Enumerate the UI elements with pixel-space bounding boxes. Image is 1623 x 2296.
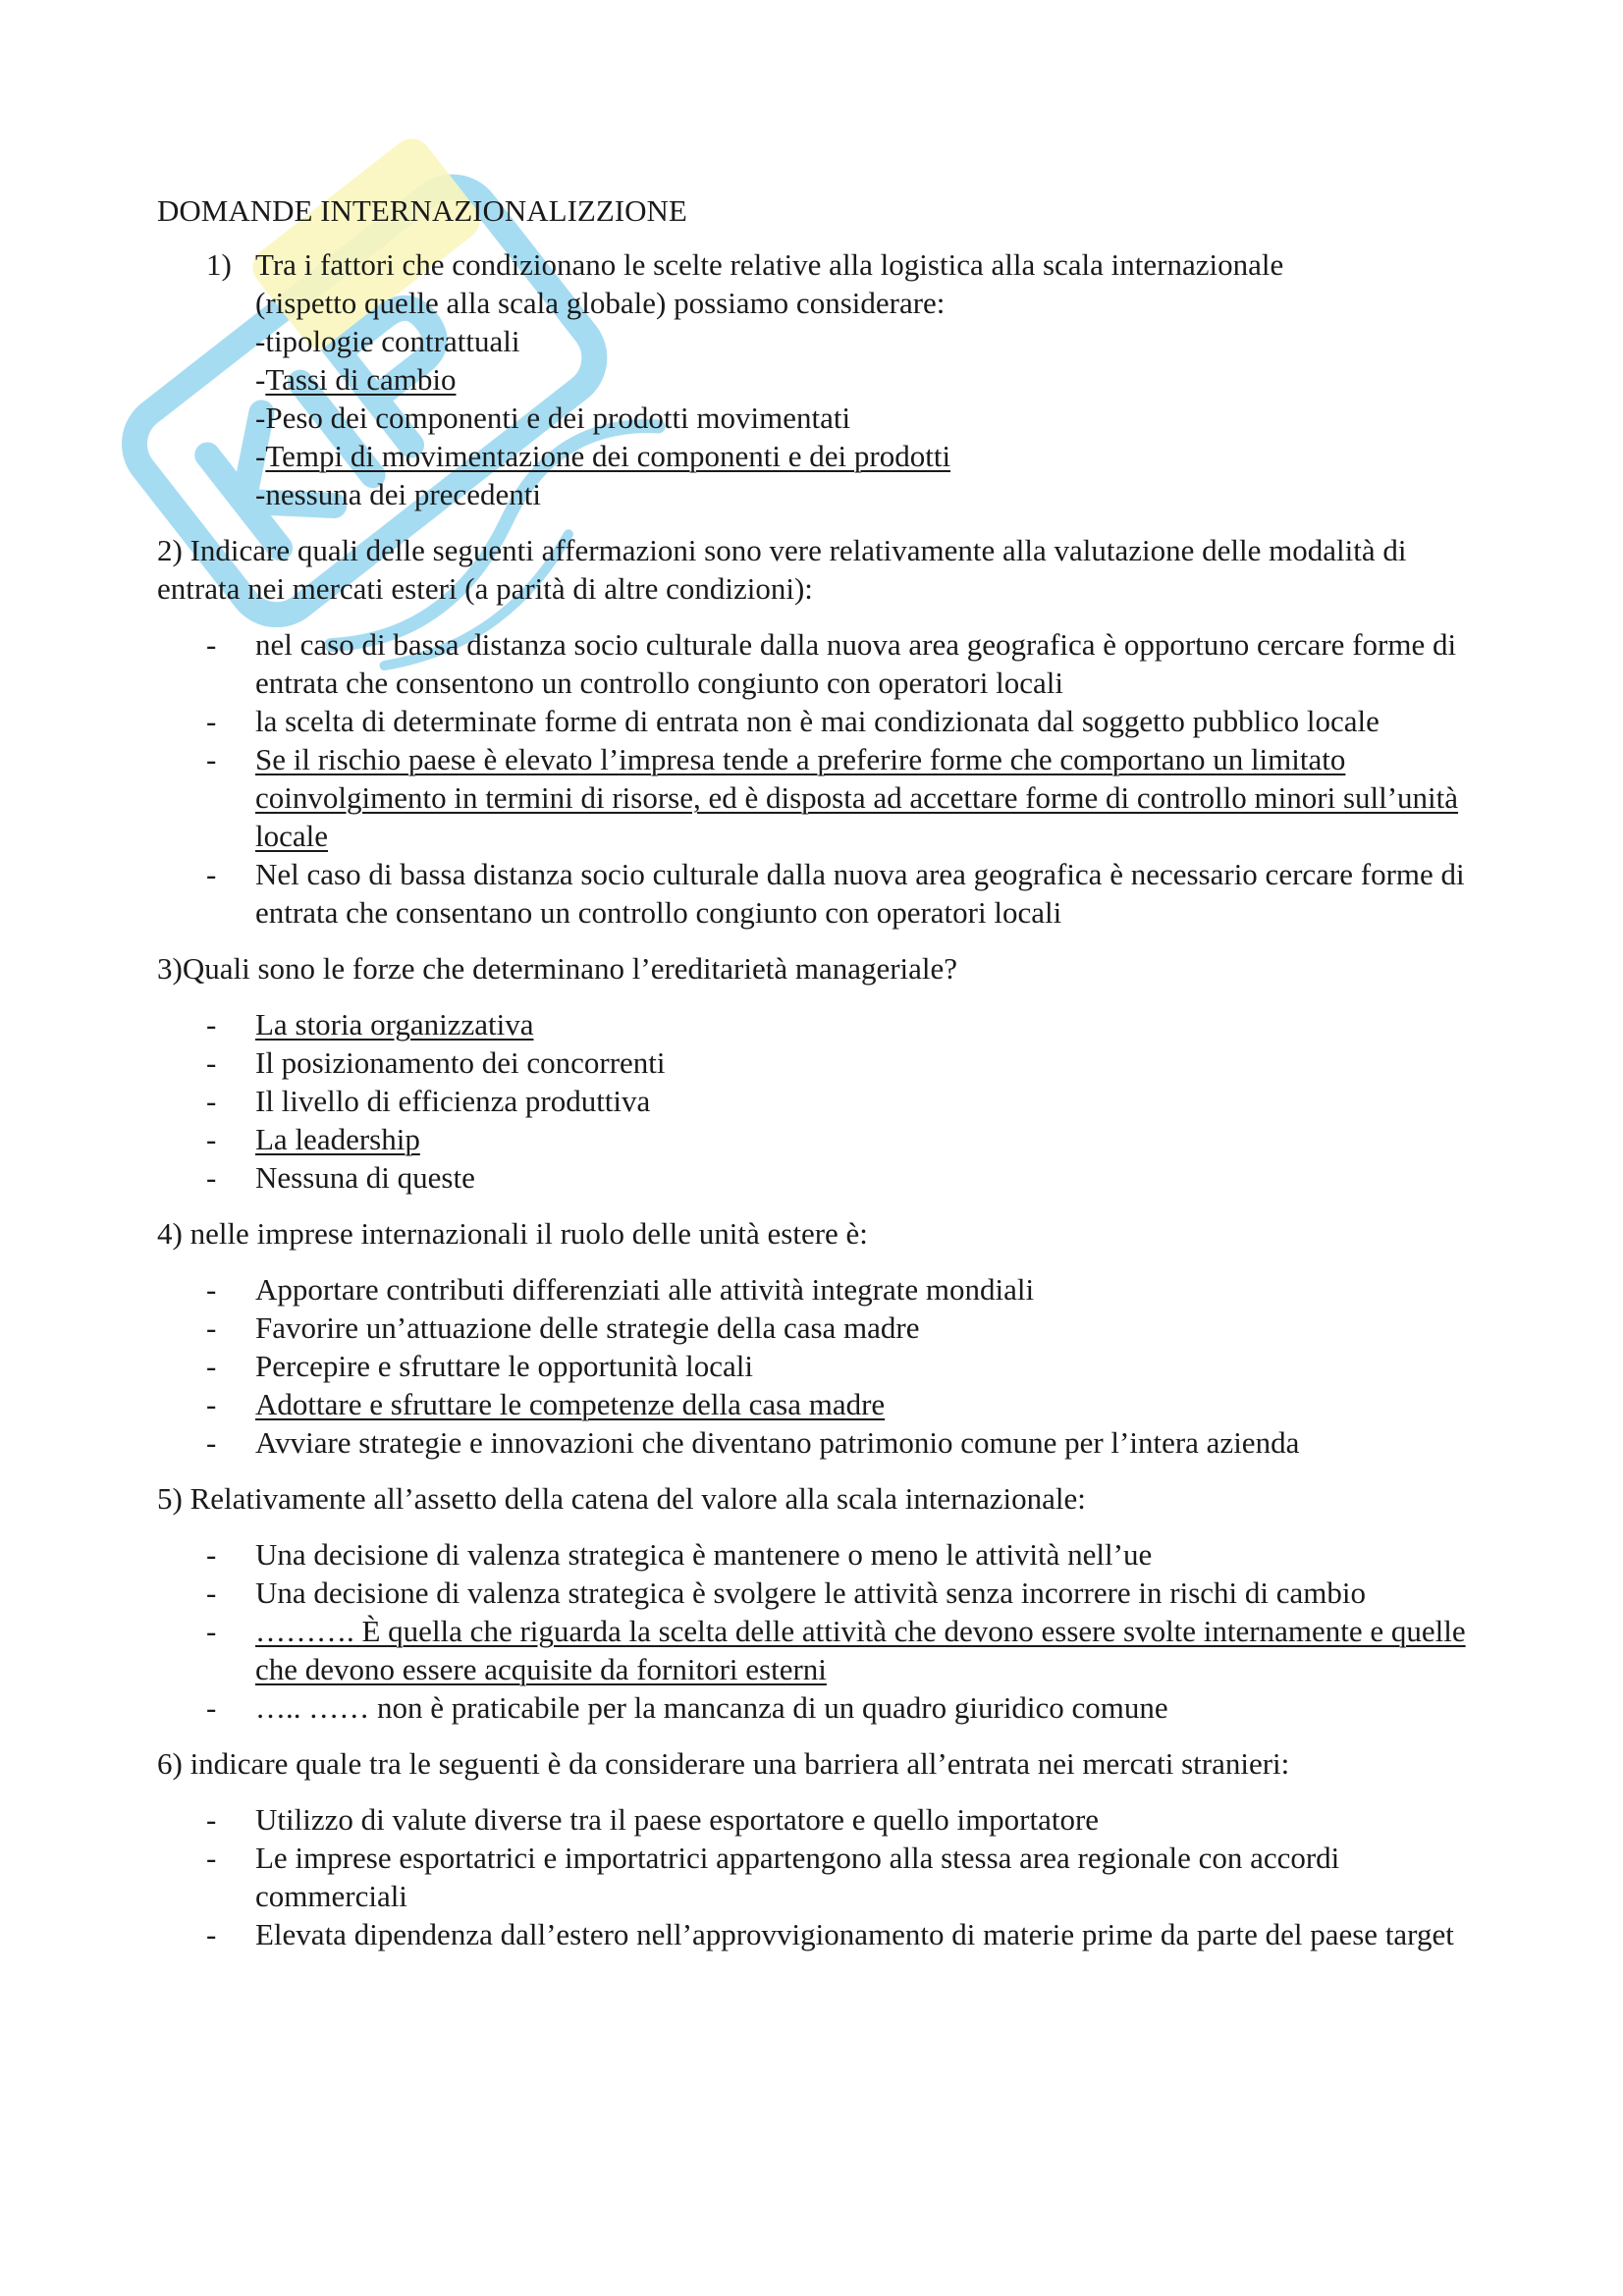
option-prefix: - xyxy=(255,362,266,397)
option-text: nel caso di bassa distanza socio culturale dalla nuova area geografica è opportuno cercare forme di entrata che consentono un controllo congiunto con operatori locali xyxy=(255,627,1457,700)
option-prefix: - xyxy=(255,324,266,358)
option-prefix: - xyxy=(255,400,266,435)
question-number: 1) xyxy=(206,247,232,282)
answer-option xyxy=(255,360,1483,399)
option-text: Elevata dipendenza dall’estero nell’approvvigionamento di materie prime da parte del paese target xyxy=(255,1917,1454,1951)
question-text-line: (rispetto quelle alla scala globale) possiamo considerare: xyxy=(255,286,946,320)
option-dash: - xyxy=(206,1537,217,1572)
answer-option xyxy=(157,1423,1483,1462)
option-text: Nel caso di bassa distanza socio culturale dalla nuova area geografica è necessario cercare forme di entrata che consentano un controllo congiunto con operatori locali xyxy=(255,857,1465,930)
answer-option xyxy=(255,475,1483,513)
question-text: 2) Indicare quali delle seguenti affermazioni sono vere relativamente alla valutazione delle modalità di entrata nei mercati esteri (a parità di altre condizioni): xyxy=(157,533,1407,606)
answer-options xyxy=(157,1535,1483,1727)
answer-option xyxy=(157,1347,1483,1385)
answer-option xyxy=(255,399,1483,437)
option-dash: - xyxy=(206,1614,217,1648)
option-text: nessuna dei precedenti xyxy=(265,477,541,511)
option-dash: - xyxy=(206,1690,217,1725)
document-content xyxy=(157,191,1483,1971)
option-dash: - xyxy=(206,857,217,891)
answer-option xyxy=(157,702,1483,740)
answer-option xyxy=(157,1158,1483,1197)
answer-option xyxy=(157,1082,1483,1120)
answer-option xyxy=(157,1688,1483,1727)
answer-option xyxy=(157,1839,1483,1915)
option-text: Utilizzo di valute diverse tra il paese esportatore e quello importatore xyxy=(255,1802,1100,1837)
option-dash: - xyxy=(206,1349,217,1383)
answer-option xyxy=(255,322,1483,360)
answer-option xyxy=(157,1270,1483,1308)
option-prefix: - xyxy=(255,477,266,511)
answer-option xyxy=(157,1915,1483,1953)
answer-option xyxy=(157,1574,1483,1612)
option-text: ………. È quella che riguarda la scelta delle attività che devono essere svolte internamente e quelle che devono essere acquisite da fornitori esterni xyxy=(255,1614,1466,1686)
option-text: Il livello di efficienza produttiva xyxy=(255,1084,651,1118)
option-dash: - xyxy=(206,1084,217,1118)
option-text: Le imprese esportatrici e importatrici appartengono alla stessa area regionale con accordi commerciali xyxy=(255,1841,1340,1913)
answer-option xyxy=(157,1385,1483,1423)
option-text: Avviare strategie e innovazioni che diventano patrimonio comune per l’intera azienda xyxy=(255,1425,1300,1460)
option-dash: - xyxy=(206,742,217,776)
option-text: ….. …… non è praticabile per la mancanza di un quadro giuridico comune xyxy=(255,1690,1168,1725)
option-dash: - xyxy=(206,627,217,662)
option-dash: - xyxy=(206,1310,217,1345)
question-2 xyxy=(157,531,1483,932)
question-6 xyxy=(157,1744,1483,1953)
option-dash: - xyxy=(206,1575,217,1610)
answer-option xyxy=(157,740,1483,855)
answer-option xyxy=(157,1535,1483,1574)
option-dash: - xyxy=(206,1425,217,1460)
answer-options xyxy=(157,625,1483,932)
question-text: 6) indicare quale tra le seguenti è da considerare una barriera all’entrata nei mercati stranieri: xyxy=(157,1746,1290,1781)
answer-option xyxy=(157,1800,1483,1839)
option-dash: - xyxy=(206,1841,217,1875)
option-text: Peso dei componenti e dei prodotti movimentati xyxy=(265,400,851,435)
option-dash: - xyxy=(206,1802,217,1837)
option-dash: - xyxy=(206,1045,217,1080)
option-text: Tempi di movimentazione dei componenti e dei prodotti xyxy=(265,439,951,473)
option-prefix: - xyxy=(255,439,266,473)
option-dash: - xyxy=(206,1272,217,1307)
option-dash: - xyxy=(206,1160,217,1195)
option-dash: - xyxy=(206,704,217,738)
question-text: 4) nelle imprese internazionali il ruolo delle unità estere è: xyxy=(157,1216,868,1251)
answer-option xyxy=(157,625,1483,702)
option-text: Tassi di cambio xyxy=(265,362,457,397)
option-text: Una decisione di valenza strategica è mantenere o meno le attività nell’ue xyxy=(255,1537,1153,1572)
question-4 xyxy=(157,1214,1483,1462)
question-3 xyxy=(157,949,1483,1197)
option-text: Il posizionamento dei concorrenti xyxy=(255,1045,666,1080)
option-text: Percepire e sfruttare le opportunità locali xyxy=(255,1349,753,1383)
option-text: La storia organizzativa xyxy=(255,1007,534,1041)
option-dash: - xyxy=(206,1122,217,1156)
answer-option xyxy=(157,1612,1483,1688)
answer-options xyxy=(157,1800,1483,1953)
option-text: La leadership xyxy=(255,1122,420,1156)
answer-options xyxy=(255,322,1483,513)
option-dash: - xyxy=(206,1917,217,1951)
option-text: Nessuna di queste xyxy=(255,1160,475,1195)
page-title: DOMANDE INTERNAZIONALIZZIONE xyxy=(157,193,687,228)
option-dash: - xyxy=(206,1387,217,1421)
question-text-line: Tra i fattori che condizionano le scelte relative alla logistica alla scala internazionale xyxy=(255,247,1284,282)
option-text: Una decisione di valenza strategica è svolgere le attività senza incorrere in rischi di cambio xyxy=(255,1575,1367,1610)
option-dash: - xyxy=(206,1007,217,1041)
answer-option xyxy=(157,1120,1483,1158)
question-1 xyxy=(157,245,1483,513)
question-text: 3)Quali sono le forze che determinano l’ereditarietà manageriale? xyxy=(157,951,958,986)
answer-options xyxy=(157,1270,1483,1462)
answer-option xyxy=(157,855,1483,932)
option-text: Favorire un’attuazione delle strategie della casa madre xyxy=(255,1310,920,1345)
answer-option xyxy=(157,1005,1483,1043)
answer-options xyxy=(157,1005,1483,1197)
answer-option xyxy=(157,1043,1483,1082)
answer-option xyxy=(255,437,1483,475)
option-text: tipologie contrattuali xyxy=(265,324,520,358)
question-list xyxy=(157,531,1483,1953)
answer-option xyxy=(157,1308,1483,1347)
option-text: Adottare e sfruttare le competenze della casa madre xyxy=(255,1387,886,1421)
question-5 xyxy=(157,1479,1483,1727)
option-text: la scelta di determinate forme di entrata non è mai condizionata dal soggetto pubblico locale xyxy=(255,704,1380,738)
question-text: 5) Relativamente all’assetto della catena del valore alla scala internazionale: xyxy=(157,1481,1086,1516)
option-text: Se il rischio paese è elevato l’impresa tende a preferire forme che comportano un limitato coinvolgimento in termini di risorse, ed è disposta ad accettare forme di controllo minori sull’unità locale xyxy=(255,742,1459,853)
option-text: Apportare contributi differenziati alle attività integrate mondiali xyxy=(255,1272,1035,1307)
